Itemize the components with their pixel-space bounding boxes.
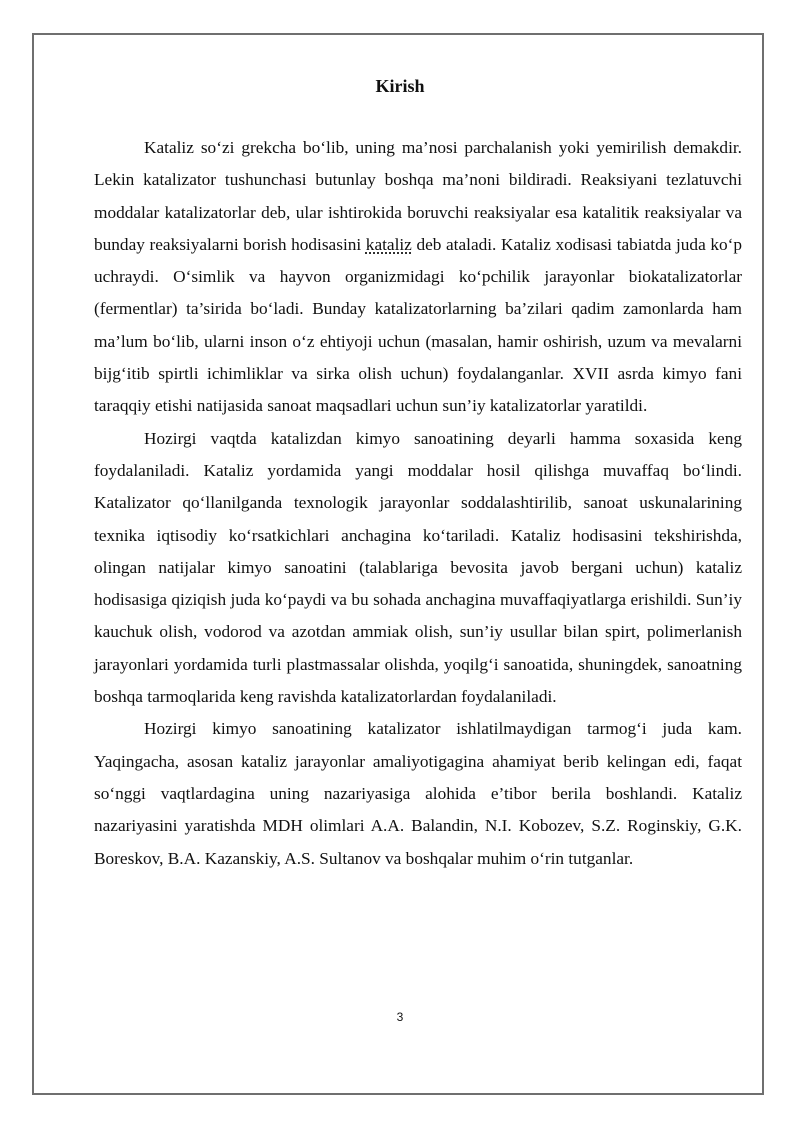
underlined-term: kataliz (365, 234, 412, 254)
paragraph-3: Hozirgi kimyo sanoatining katalizator ishlatilmaydigan tarmog‘i juda kam. Yaqingacha, asosan kataliz jarayonlar amaliyotigagina ahamiyat berib kelingan edi, faqat so‘nggi vaqtlardagina uning nazariyasiga alohida e’tibor berila boshlandi. Kataliz nazariyasini yaratishda MDH olimlari A.A. Balandin, N.I. Kobozev, S.Z. Roginskiy, G.K. Boreskov, B.A. Kazanskiy, A.S. Sultanov va boshqalar muhim o‘rin tutganlar. (94, 719, 742, 868)
paragraph-1 (94, 132, 742, 423)
paragraph-1-text-end: deb ataladi. Kataliz xodisasi tabiatda juda ko‘p uchraydi. O‘simlik va hayvon organizmidagi ko‘pchilik jarayonlar biokatalizatorlar (fermentlar) ta’sirida bo‘ladi. Bunday katalizatorlarning ba’zilari qadim zamonlarda ham ma’lum bo‘lib, ularni inson o‘z ehtiyoji uchun (masalan, hamir oshirish, uzum va mevalarni bijg‘itib spirtli ichimliklar va sirka olish uchun) foydalanganlar. XVII asrda kimyo fani taraqqiy etishi natijasida sanoat maqsadlari uchun sun’iy katalizatorlar yaratildi. (94, 234, 743, 416)
page-number: 3 (396, 1010, 404, 1024)
body-text (94, 132, 742, 875)
page-title: Kirish (375, 76, 425, 96)
paragraph-1-text-start: Kataliz so‘zi grekcha bo‘lib, uning ma’nosi parchalanish yoki yemirilish demakdir. Lekin katalizator tushunchasi butunlay boshqa ma’noni bildiradi. Reaksiyani tezlatuvchi moddalar katalizatorlar deb, ular ishtirokida boruvchi reaksiyalar esa katalitik reaksiyalar va bunday reaksiyalarni borish hodisasini (94, 138, 742, 254)
paragraph-2: Hozirgi vaqtda katalizdan kimyo sanoatining deyarli hamma soxasida keng foydalaniladi. Kataliz yordamida yangi moddalar hosil qilishga muvaffaq bo‘lindi. Katalizator qo‘llanilganda texnologik jarayonlar soddalashtirilib, sanoat uskunalarining texnika iqtisodiy ko‘rsatkichlari anchagina ko‘tariladi. Kataliz hodisasini tekshirishda, olingan natijalar kimyo sanoatini (talablariga bevosita javob bergani uchun) kataliz hodisasiga qiziqish juda ko‘paydi va bu sohada anchagina muvaffaqiyatlarga erishildi. Sun’iy kauchuk olish, vodorod va azotdan ammiak olish, sun’iy usullar bilan spirt, polimerlanish jarayonlari yordamida turli plastmassalar olishda, yoqilg‘i sanoatida, shuningdek, sanoatning boshqa tarmoqlarida keng ravishda katalizatorlardan foydalaniladi. (94, 428, 742, 707)
